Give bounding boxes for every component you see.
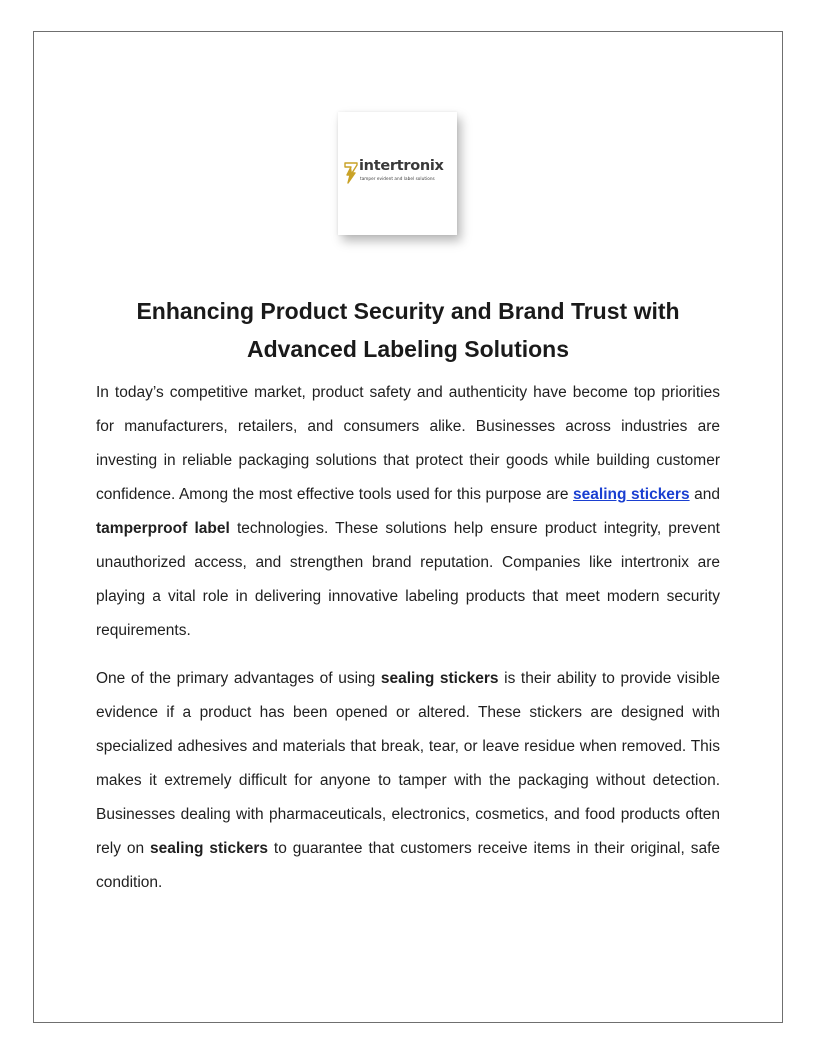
- logo-tagline: tamper evident and label solutions: [360, 176, 435, 181]
- page-title: Enhancing Product Security and Brand Trust with Advanced Labeling Solutions: [136, 298, 680, 362]
- sealing-stickers-link[interactable]: sealing stickers: [573, 486, 690, 503]
- paragraph-1-text-a: In today’s competitive market, product safety and authenticity have become top priorities for manufacturers, retailers, and consumers alike. Businesses across industries are investing in reliable packaging solutions that protect their goods while building customer confidence. Among the most effective tools used for this purpose are: [96, 384, 720, 503]
- paragraph-1-text-c: technologies. These solutions help ensure product integrity, prevent unauthorized access, and strengthen brand reputation. Companies like intertronix are playing a vital role in delivering innovative labeling products that meet modern security requirements.: [96, 520, 720, 639]
- paragraph-1: [96, 376, 720, 648]
- paragraph-2-text-c: to guarantee that customers receive items in their original, safe condition.: [96, 840, 720, 891]
- paragraph-2-text-b: is their ability to provide visible evidence if a product has been opened or altered. These stickers are designed with specialized adhesives and materials that break, tear, or leave residue when removed. This makes it extremely difficult for anyone to tamper with the packaging without detection. Businesses dealing with pharmaceuticals, electronics, cosmetics, and food products often rely on: [96, 670, 721, 857]
- paragraph-1-text-b: and: [689, 486, 720, 503]
- logo-wordmark: intertronix: [359, 158, 444, 174]
- paragraph-2: [96, 662, 720, 900]
- logo-card: [338, 112, 457, 235]
- sealing-stickers-term-1: sealing stickers: [380, 670, 499, 687]
- tamperproof-label-term: tamperproof label: [96, 520, 230, 537]
- logo: [344, 159, 454, 189]
- lightning-bolt-icon: [344, 162, 358, 184]
- sealing-stickers-term-2: sealing stickers: [150, 840, 268, 857]
- paragraph-2-text-a: One of the primary advantages of using: [96, 670, 381, 687]
